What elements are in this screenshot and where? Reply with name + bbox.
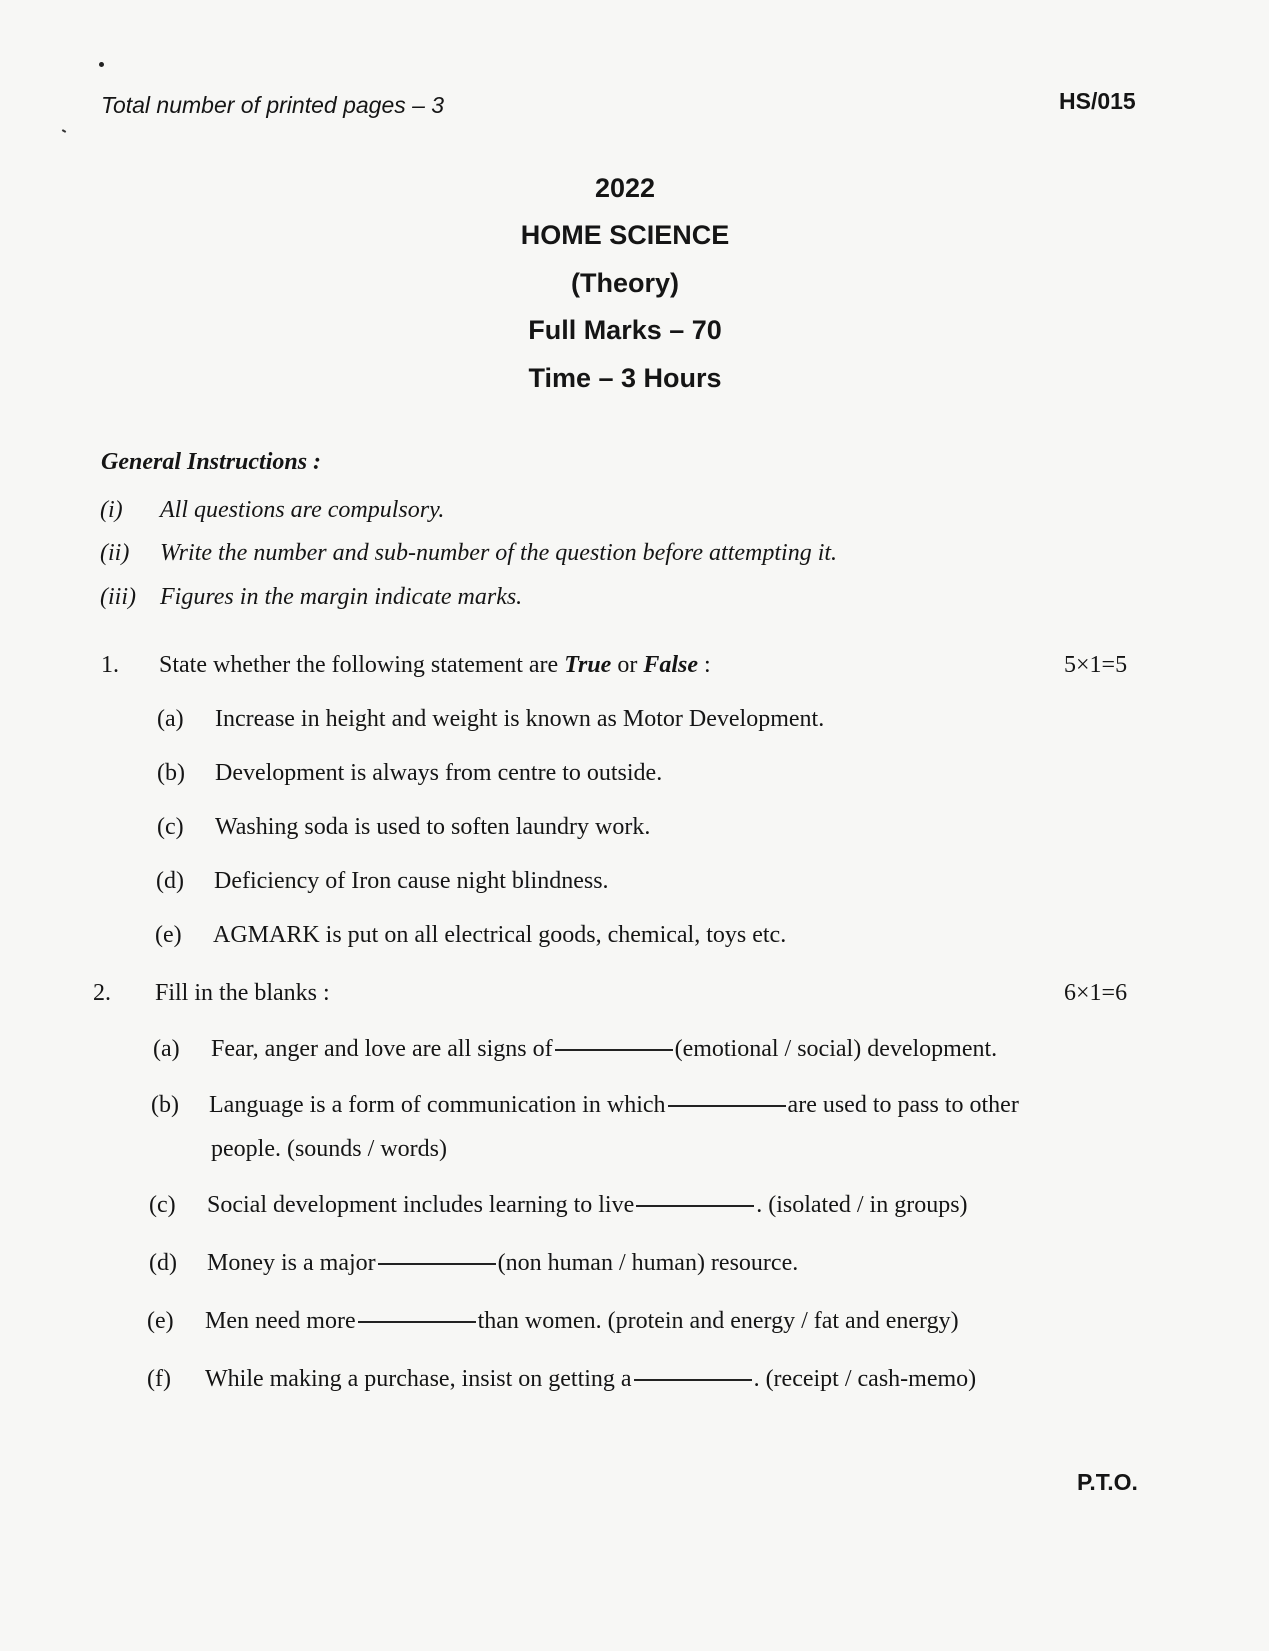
q1-item-text: Increase in height and weight is known as Motor Development.: [215, 706, 825, 732]
q1-item-label: (d): [156, 868, 184, 894]
q2-item: [149, 1192, 1149, 1222]
q1-item: [157, 706, 1157, 736]
q2-item-after: (emotional / social) development.: [674, 1036, 998, 1062]
q1-item-text: Deficiency of Iron cause night blindness.: [214, 868, 609, 894]
q1-item-label: (b): [157, 760, 185, 786]
q2-item-after: are used to pass to other: [787, 1092, 1019, 1118]
question-1-number: 1.: [101, 652, 119, 678]
question-2-number: 2.: [93, 980, 111, 1006]
please-turn-over: P.T.O.: [1077, 1469, 1138, 1495]
q2-item-after: (non human / human) resource.: [497, 1250, 799, 1276]
full-marks: Full Marks – 70: [528, 315, 722, 345]
answer-blank: [555, 1048, 673, 1051]
q1-item-label: (c): [157, 814, 184, 840]
paper-code: HS/015: [1059, 88, 1136, 114]
instruction-number: (ii): [100, 540, 130, 566]
exam-year: 2022: [594, 173, 656, 203]
q2-item-label: (b): [151, 1092, 179, 1118]
printed-pages-note: Total number of printed pages – 3: [101, 92, 445, 118]
instruction-item: [100, 497, 1000, 527]
q2-item-after: . (receipt / cash-memo): [753, 1366, 977, 1392]
answer-blank: [634, 1378, 752, 1381]
q1-item: [157, 760, 1157, 790]
answer-blank: [636, 1204, 754, 1207]
instruction-text: All questions are compulsory.: [160, 497, 445, 523]
instruction-text: Figures in the margin indicate marks.: [160, 584, 523, 610]
instruction-item: [100, 540, 1000, 570]
instruction-number: (i): [100, 497, 123, 523]
speck-mark: [62, 129, 66, 133]
instruction-item: [100, 584, 1000, 614]
q2-item-label: (d): [149, 1250, 177, 1276]
q2-item-continuation: people. (sounds / words): [211, 1136, 447, 1162]
q2-item-label: (a): [153, 1036, 180, 1062]
q1-item-text: AGMARK is put on all electrical goods, chemical, toys etc.: [213, 922, 787, 948]
q1-item: [155, 922, 1155, 952]
time-allowed: Time – 3 Hours: [528, 363, 722, 393]
speck-mark: [99, 62, 104, 67]
q2-item-before: Fear, anger and love are all signs of: [211, 1036, 553, 1062]
q2-item: [147, 1308, 1147, 1338]
q1-or-word: or: [611, 652, 644, 678]
q1-item-text: Washing soda is used to soften laundry work.: [215, 814, 651, 840]
question-1-marks: 5×1=5: [1064, 652, 1128, 678]
paper-type: (Theory): [571, 268, 679, 298]
instruction-number: (iii): [100, 584, 136, 610]
q2-item-text: [211, 1036, 997, 1063]
q2-item-text: [205, 1308, 959, 1335]
q1-false-word: False: [643, 652, 698, 678]
q2-item: [149, 1250, 1149, 1280]
q2-item-text: [207, 1250, 798, 1277]
subject-title: HOME SCIENCE: [520, 220, 730, 250]
q1-item: [156, 868, 1156, 898]
q2-item-text: [207, 1192, 968, 1219]
q2-item-before: While making a purchase, insist on getting a: [205, 1366, 632, 1392]
instructions-title: General Instructions :: [101, 449, 322, 475]
q1-item-text: Development is always from centre to outside.: [215, 760, 663, 786]
q2-item: [147, 1366, 1147, 1396]
q2-item-before: Men need more: [205, 1308, 356, 1334]
q2-item-after: than women. (protein and energy / fat and energy): [477, 1308, 959, 1334]
q2-item-label: (c): [149, 1192, 176, 1218]
q2-item: [153, 1036, 1153, 1066]
q2-item-text: [209, 1092, 1019, 1119]
q1-true-word: True: [564, 652, 612, 678]
question-2-text: Fill in the blanks :: [155, 980, 330, 1006]
question-2-marks: 6×1=6: [1064, 980, 1128, 1006]
q1-suffix: :: [697, 652, 711, 678]
q2-item-before: Money is a major: [207, 1250, 376, 1276]
instruction-text: Write the number and sub-number of the question before attempting it.: [160, 540, 838, 566]
q1-prefix: State whether the following statement are: [159, 652, 565, 678]
q2-item-label: (e): [147, 1308, 174, 1334]
q1-item-label: (e): [155, 922, 182, 948]
q1-item: [157, 814, 1157, 844]
q2-item-before: Language is a form of communication in which: [209, 1092, 666, 1118]
q2-item-before: Social development includes learning to live: [207, 1192, 635, 1218]
answer-blank: [668, 1104, 786, 1107]
q2-item-text: [205, 1366, 976, 1393]
q1-item-label: (a): [157, 706, 184, 732]
q2-item-label: (f): [147, 1366, 171, 1392]
q2-item-after: . (isolated / in groups): [756, 1192, 968, 1218]
q2-item: [151, 1092, 1151, 1122]
answer-blank: [378, 1262, 496, 1265]
answer-blank: [358, 1320, 476, 1323]
question-1-text: [159, 652, 711, 679]
